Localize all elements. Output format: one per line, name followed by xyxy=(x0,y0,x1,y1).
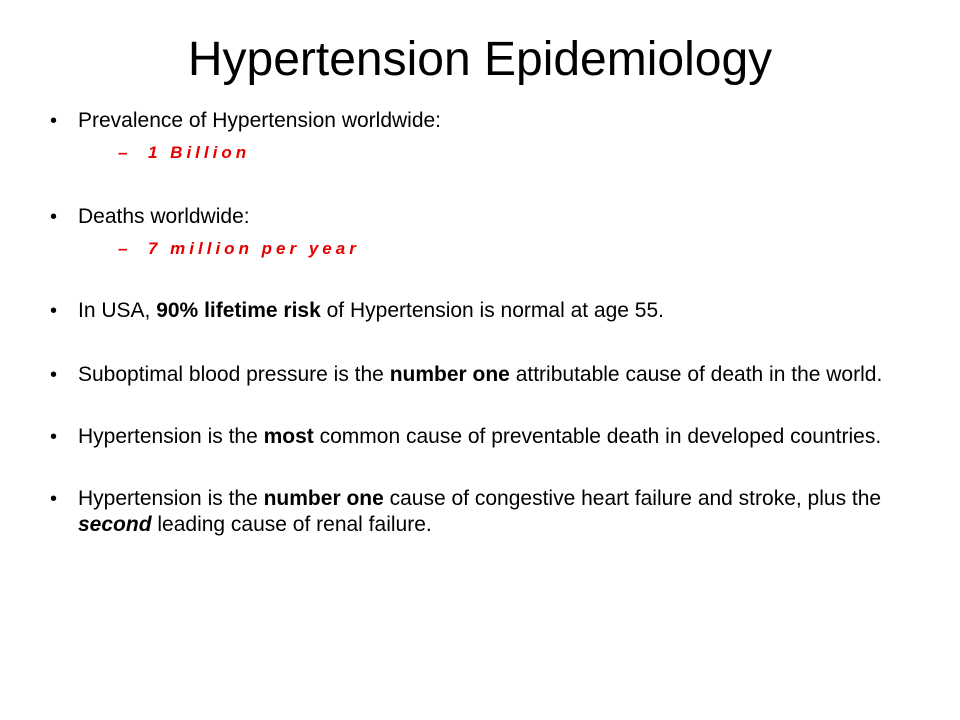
sub-bullet-deaths-value xyxy=(78,238,920,260)
bullet-icon: • xyxy=(50,300,58,322)
bullet-icon: • xyxy=(50,426,58,448)
bullet-suboptimal-bp xyxy=(50,362,920,388)
bullet-text-pre: In USA, xyxy=(78,299,157,322)
bullet-text: Deaths worldwide: xyxy=(78,205,250,228)
bullet-deaths xyxy=(50,204,920,260)
bullet-text-pre: Hypertension is the xyxy=(78,425,264,448)
bullet-text-post: common cause of preventable death in developed countries. xyxy=(313,425,882,448)
dash-icon: – xyxy=(118,143,128,162)
dash-icon: – xyxy=(118,239,128,258)
bullet-icon: • xyxy=(50,110,58,132)
bullet-text-post: of Hypertension is normal at age 55. xyxy=(320,299,664,322)
bullet-heart-failure xyxy=(50,486,920,538)
bullet-preventable-death xyxy=(50,424,920,450)
sub-bullet-prevalence-value xyxy=(78,142,920,164)
bullet-icon: • xyxy=(50,364,58,386)
bullet-text-pre: Suboptimal blood pressure is the xyxy=(78,363,390,386)
bullet-text-bold: 90% lifetime risk xyxy=(156,299,321,322)
bullet-prevalence xyxy=(50,108,920,164)
sub-bullet-text: 7 million per year xyxy=(148,239,360,258)
bullet-text-bold: number one xyxy=(389,363,510,386)
bullet-text-pre: Hypertension is the xyxy=(78,487,264,510)
bullet-text-post: leading cause of renal failure. xyxy=(151,513,432,536)
bullet-text-mid: cause of congestive heart failure and stroke, plus the xyxy=(383,487,882,510)
slide-title: Hypertension Epidemiology xyxy=(187,33,773,86)
bullet-text-bold: most xyxy=(263,425,314,448)
bullet-list xyxy=(50,108,920,538)
bullet-text-bold: number one xyxy=(263,487,384,510)
bullet-text-post: attributable cause of death in the world. xyxy=(509,363,883,386)
bullet-text: Prevalence of Hypertension worldwide: xyxy=(78,109,442,132)
bullet-icon: • xyxy=(50,488,58,510)
bullet-icon: • xyxy=(50,206,58,228)
sub-bullet-text: 1 Billion xyxy=(148,143,251,162)
bullet-usa-risk xyxy=(50,298,920,324)
bullet-text-bold-italic: second xyxy=(78,513,152,536)
